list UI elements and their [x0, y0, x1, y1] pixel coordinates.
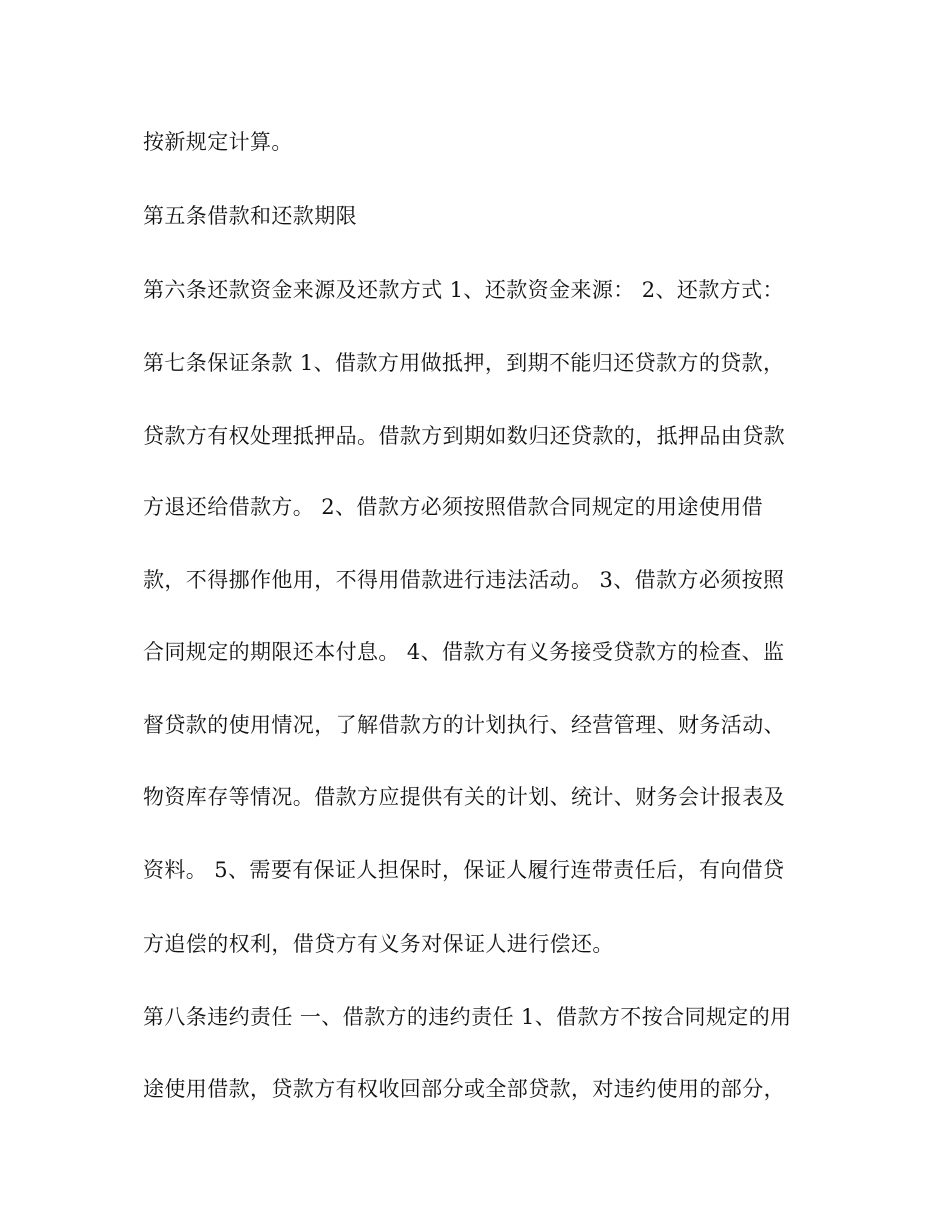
text-line: 第八条违约责任 一、借款方的违约责任 1、借款方不按合同规定的用 [143, 1005, 792, 1029]
text-line: 第五条借款和还款期限 [143, 204, 357, 228]
text-line: 方追偿的权利，借贷方有义务对保证人进行偿还。 [143, 932, 614, 956]
text-line: 方退还给借款方。 2、借款方必须按照借款合同规定的用途使用借 [143, 495, 764, 519]
text-line: 合同规定的期限还本付息。 4、借款方有义务接受贷款方的检查、监 [143, 640, 785, 664]
text-line: 资料。 5、需要有保证人担保时，保证人履行连带责任后，有向借贷 [143, 858, 785, 882]
text-line: 按新规定计算。 [143, 130, 293, 154]
text-line: 途使用借款，贷款方有权收回部分或全部贷款，对违约使用的部分， [143, 1077, 785, 1101]
text-line: 款，不得挪作他用，不得用借款进行违法活动。 3、借款方必须按照 [143, 568, 785, 592]
text-line: 第七条保证条款 1、借款方用做抵押，到期不能归还贷款方的贷款， [143, 351, 785, 375]
text-line: 贷款方有权处理抵押品。借款方到期如数归还贷款的，抵押品由贷款 [143, 424, 785, 448]
text-line: 第六条还款资金来源及还款方式 1、还款资金来源： 2、还款方式： [143, 278, 784, 302]
text-line: 督贷款的使用情况，了解借款方的计划执行、经营管理、财务活动、 [143, 713, 785, 737]
text-line: 物资库存等情况。借款方应提供有关的计划、统计、财务会计报表及 [143, 785, 785, 809]
